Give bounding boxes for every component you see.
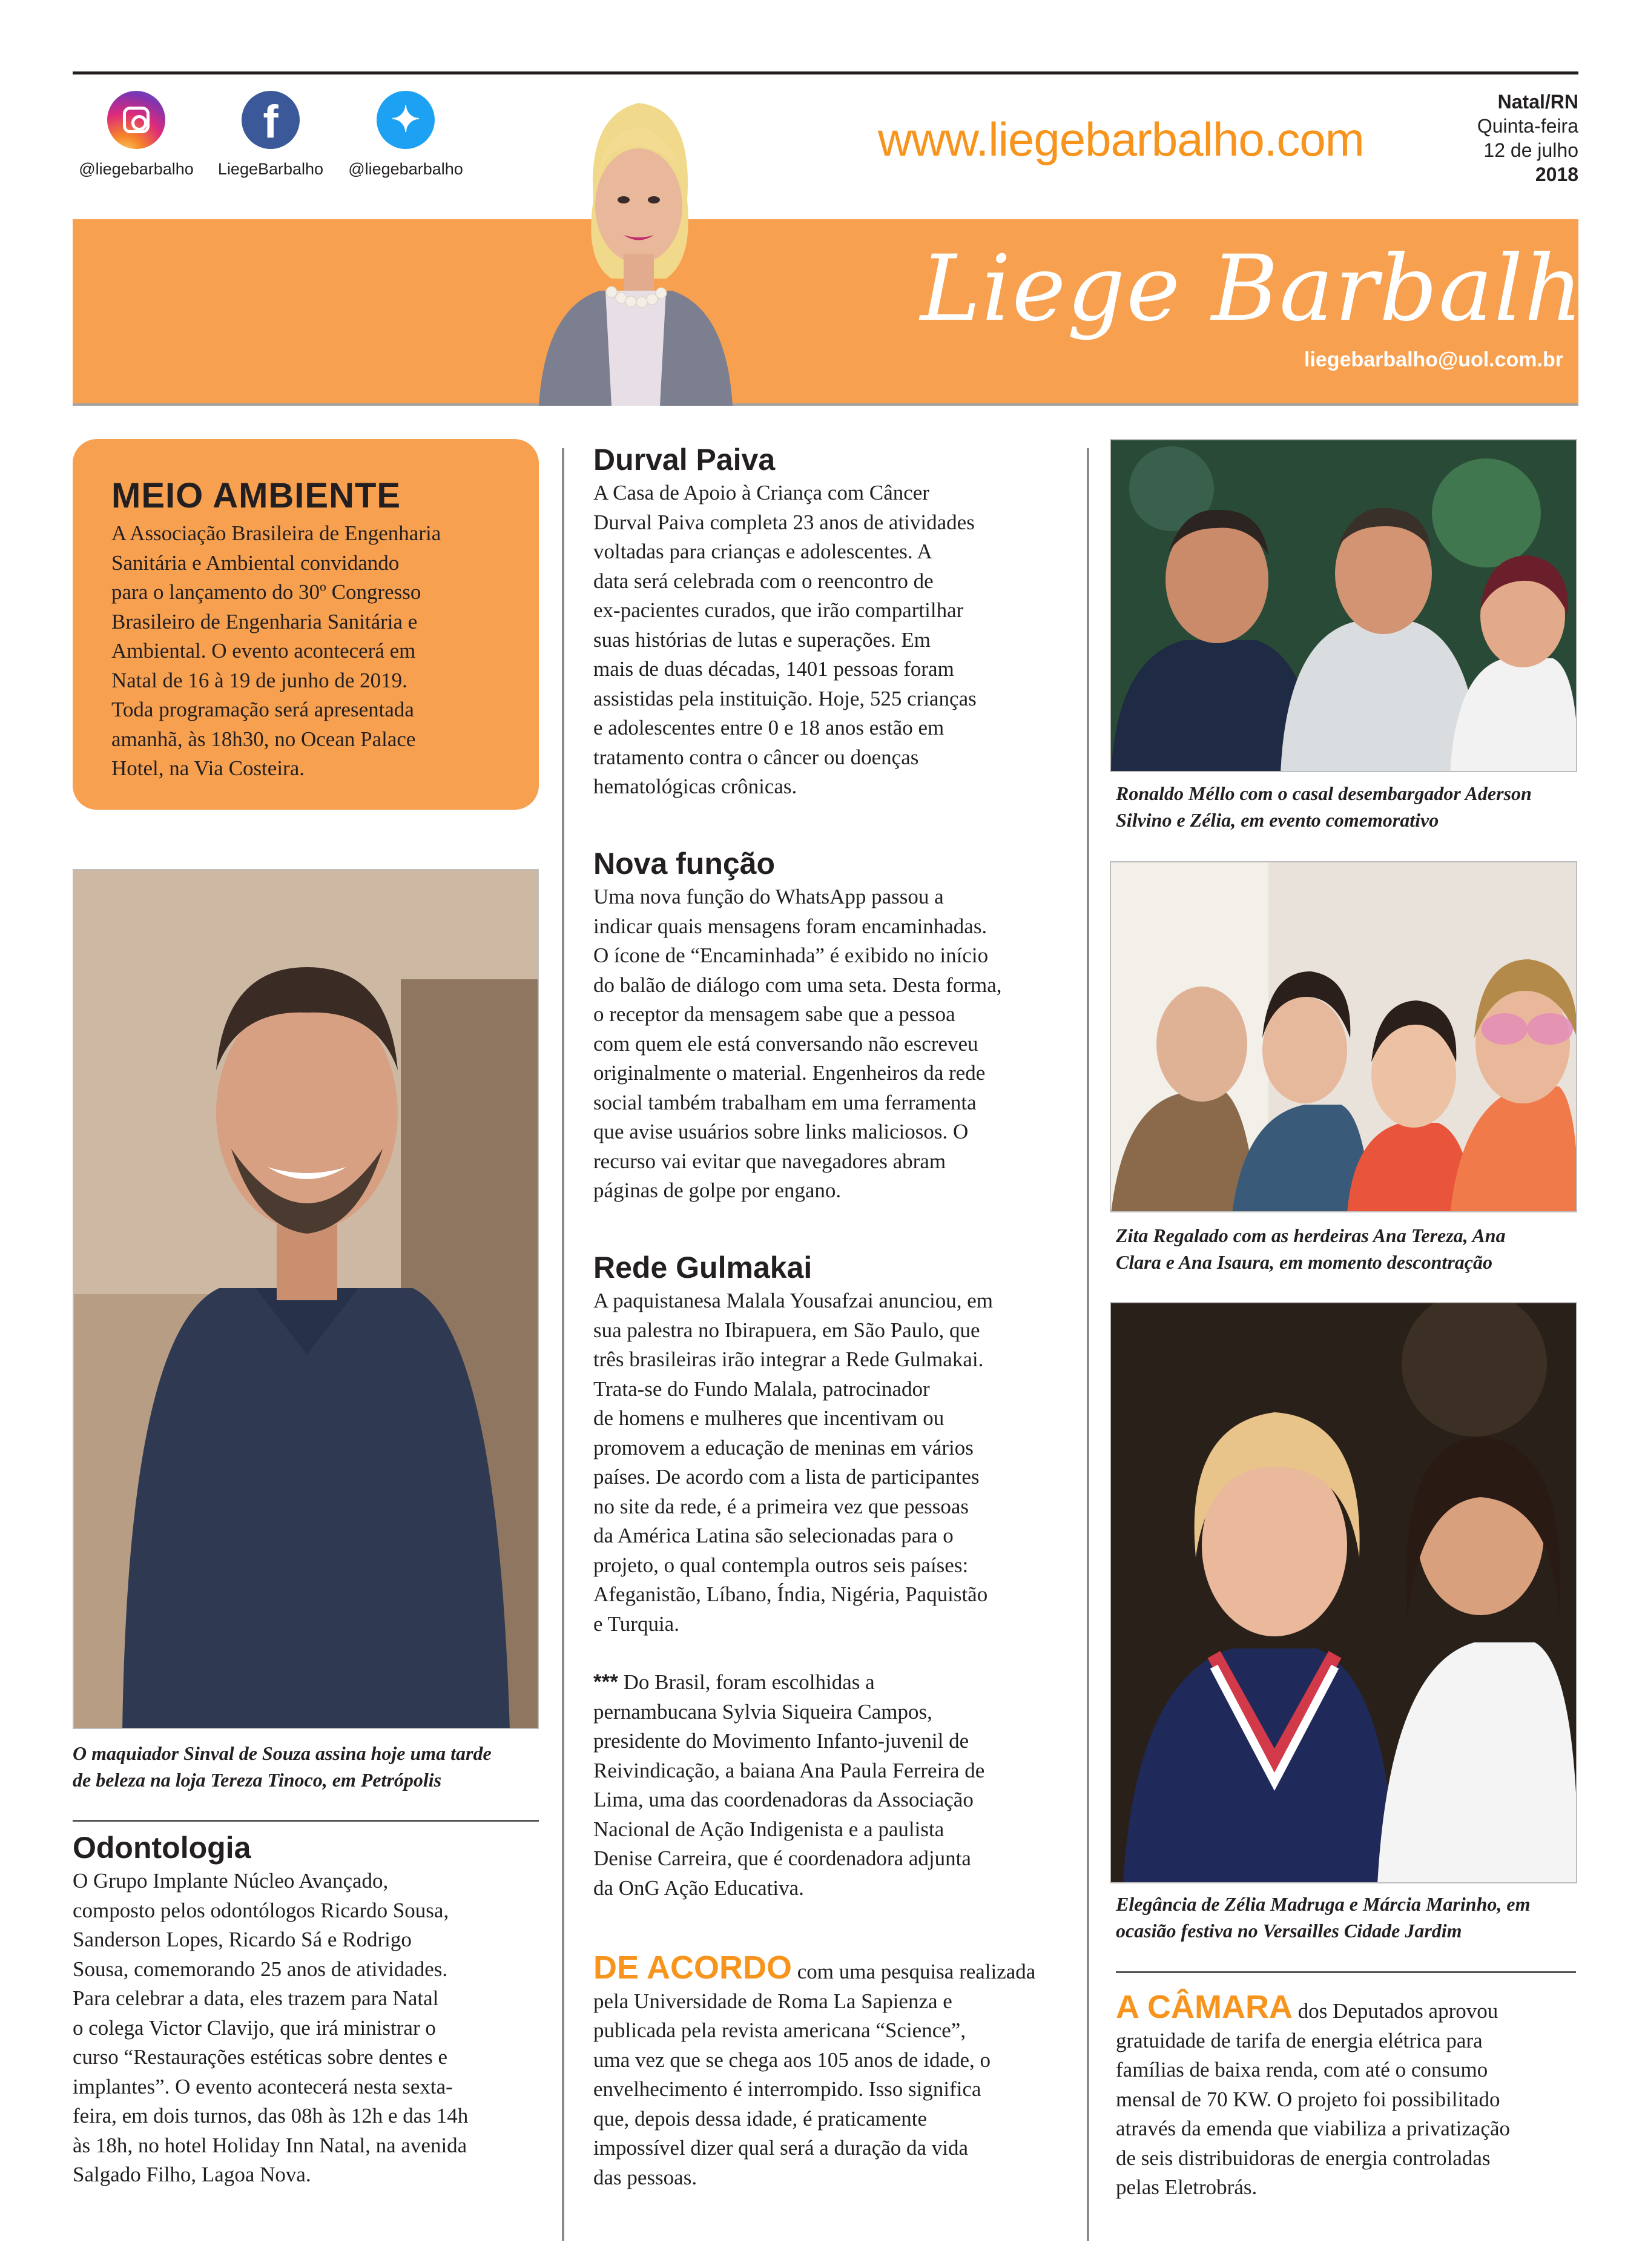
camara-section [1116, 1989, 1588, 2203]
section-rule [73, 1820, 539, 1822]
weekday: Quinta-feira [1477, 115, 1578, 137]
meio-ambiente-box [73, 439, 539, 810]
photo-ronaldo [1110, 439, 1577, 772]
camara-lead: A CÂMARA [1116, 1989, 1293, 2025]
rede-gulmakai-text: A paquistanesa Malala Yousafzai anunciou, em sua palestra no Ibirapuera, em São Paulo, que três brasileiras irão integrar a Rede Gulmakai. Trata-se do Fundo Malala, patrocinador de homens e mulheres que incentivam ou promovem a educação de meninas em vários países. De acordo com a lista de participantes no site da rede, é a primeira vez que pessoas da América Latina são selecionadas para o projeto, o qual contempla outros seis países: Afeganistão, Líbano, Índia, Nigéria, Paquistão e Turquia. [593, 1289, 993, 1636]
nova-funcao-title: Nova função [593, 847, 776, 881]
rede-gulmakai-text-2: *** Do Brasil, foram escolhidas a pernambucana Sylvia Siqueira Campos, presidente do Movimento Infanto-juvenil de Reivindicação, a baiana Ana Paula Ferreira de Lima, uma das coordenadoras da Associação Nacional de Ação Indigenista e a paulista Denise Carreira, que é coordenadora adjunta da OnG Ação Educativa. [593, 1670, 985, 1900]
odontologia-section [73, 1829, 557, 2190]
durval-title: Durval Paiva [593, 443, 776, 477]
photo-ronaldo-image [1111, 440, 1577, 772]
instagram-icon [107, 91, 165, 149]
de-acordo-lead: DE ACORDO [593, 1949, 793, 1986]
photo-zelia [1110, 1302, 1577, 1883]
column-divider-2 [1087, 448, 1089, 2241]
photo-sinval-image [74, 870, 539, 1729]
facebook-icon: f [242, 91, 300, 149]
camara-text: A CÂMARA dos Deputados aprovou gratuidade de tarifa de energia elétrica para famílias de baixa renda, com até o consumo mensal de 70 KW. O projeto foi possibilitado através da emenda que viabiliza a privatização de seis distribuidoras de energia controladas pelas Eletrobrás. [1116, 1989, 1511, 2199]
meio-ambiente-text: A Associação Brasileira de Engenharia Sanitária e Ambiental convidando para o lançamento do 30º Congresso Brasileiro de Engenharia Sanitária e Ambiental. O evento acontecerá em Natal de 16 à 19 de junho de 2019. Toda programação será apresentada amanhã, às 18h30, no Ocean Palace Hotel, na Via Costeira. [111, 521, 441, 780]
meio-ambiente-title: MEIO AMBIENTE [111, 476, 401, 515]
twitter-handle: @liegebarbalho [348, 160, 463, 178]
columnist-portrait [527, 79, 745, 406]
photo-ronaldo-caption: Ronaldo Méllo com o casal desembargador Aderson Silvino e Zélia, em evento comemorativo [1116, 782, 1532, 831]
date-block [1477, 90, 1578, 187]
de-acordo-text: DE ACORDO com uma pesquisa realizada pela Universidade de Roma La Sapienza e publicada pela revista americana “Science”, uma vez que se chega aos 105 anos de idade, o envelhecimento é interrompido. Isso significa que, depois dessa idade, é praticamente impossível dizer qual será a duração da vida das pessoas. [593, 1949, 1036, 2189]
odontologia-text: O Grupo Implante Núcleo Avançado, composto pelos odontólogos Ricardo Sousa, Sanderson Lopes, Ricardo Sá e Rodrigo Sousa, comemorando 25 anos de atividades. Para celebrar a data, eles trazem para Natal o colega Victor Clavijo, que irá ministrar o curso “Restaurações estéticas sobre dentes e implantes”. O evento acontecerá nesta sexta- feira, em dois turnos, das 08h às 12h e das 14h às 18h, no hotel Holiday Inn Natal, na avenida Salgado Filho, Lagoa Nova. [73, 1869, 469, 2186]
year: 2018 [1535, 164, 1578, 185]
photo-zelia-image [1111, 1303, 1577, 1883]
column-divider-1 [562, 448, 564, 2241]
website-url[interactable]: www.liegebarbalho.com [878, 113, 1364, 166]
date: 12 de julho [1483, 139, 1578, 161]
facebook-link[interactable] [204, 91, 337, 179]
nova-funcao-text: Uma nova função do WhatsApp passou a indicar quais mensagens foram encaminhadas. O ícone de “Encaminhada” é exibido no início do balão de diálogo com uma seta. Desta forma, o receptor da mensagem sabe que a pessoa com quem ele está conversando não escreveu originalmente o material. Engenheiros da rede social também trabalham em uma ferramenta que avise usuários sobre links maliciosos. O recurso vai evitar que navegadores abram páginas de golpe por engano. [593, 885, 1002, 1202]
odontologia-title: Odontologia [73, 1831, 251, 1865]
column-brand-title: Liege Barbalho [920, 236, 1640, 342]
instagram-link[interactable] [70, 91, 203, 179]
rede-gulmakai-title: Rede Gulmakai [593, 1251, 813, 1284]
section-rule-2 [1116, 1971, 1576, 1973]
city: Natal/RN [1497, 91, 1578, 113]
instagram-handle: @liegebarbalho [79, 160, 194, 178]
facebook-handle: LiegeBarbalho [217, 160, 324, 178]
rede-gulmakai-section [593, 1249, 1078, 1903]
twitter-link[interactable] [339, 91, 472, 179]
photo-zita-image [1111, 862, 1577, 1212]
twitter-icon: ✦ [377, 91, 435, 149]
photo-zita [1110, 861, 1577, 1212]
photo-zita-caption: Zita Regalado com as herdeiras Ana Tereza, Ana Clara e Ana Isaura, em momento descontração [1116, 1225, 1506, 1273]
top-rule [73, 71, 1578, 74]
nova-funcao-section [593, 845, 1078, 1206]
durval-text: A Casa de Apoio à Criança com Câncer Durval Paiva completa 23 anos de atividades voltadas para crianças e adolescentes. A data será celebrada com o reencontro de ex-pacientes curados, que irão compartilhar suas histórias de lutas e superações. Em mais de duas décadas, 1401 pessoas foram assistidas pela instituição. Hoje, 525 crianças e adolescentes entre 0 e 18 anos estão em tratamento contra o câncer ou doenças hematológicas crônicas. [593, 481, 977, 798]
photo-sinval [73, 869, 539, 1729]
email-address[interactable]: liegebarbalho@uol.com.br [1304, 348, 1563, 371]
de-acordo-section [593, 1949, 1078, 2192]
stars-marker: *** [593, 1670, 618, 1694]
photo-sinval-caption: O maquiador Sinval de Souza assina hoje uma tarde de beleza na loja Tereza Tinoco, em Petrópolis [73, 1742, 492, 1791]
photo-zelia-caption: Elegância de Zélia Madruga e Márcia Marinho, em ocasião festiva no Versailles Cidade Jardim [1116, 1893, 1531, 1942]
durval-section [593, 441, 1078, 802]
